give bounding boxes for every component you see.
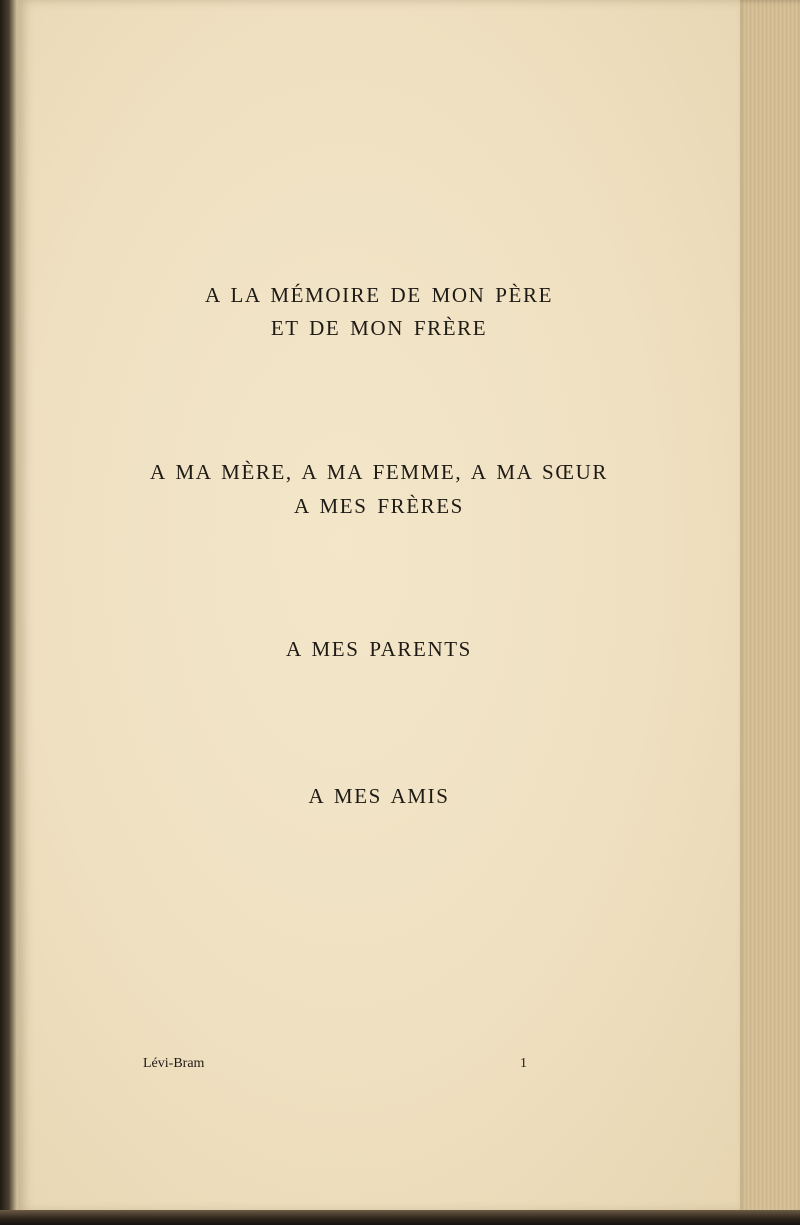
scan-bottom-shadow <box>0 1210 800 1225</box>
footer-signature: Lévi-Bram <box>143 1056 205 1071</box>
dedication-line-friends: A MES AMIS <box>308 784 450 808</box>
dedication-line-memory-father: A LA MÉMOIRE DE MON PÈRE <box>205 283 553 307</box>
dedication-line-parents: A MES PARENTS <box>286 637 472 661</box>
dedication-line-brothers: A MES FRÈRES <box>294 494 464 518</box>
dedication-line-mother-wife-sister: A MA MÈRE, A MA FEMME, A MA SŒUR <box>150 460 608 484</box>
book-page-edges <box>735 0 800 1225</box>
dedication-page <box>18 0 740 1212</box>
footer-sheet-number: 1 <box>520 1056 527 1071</box>
dedication-line-brother: ET DE MON FRÈRE <box>270 316 488 340</box>
